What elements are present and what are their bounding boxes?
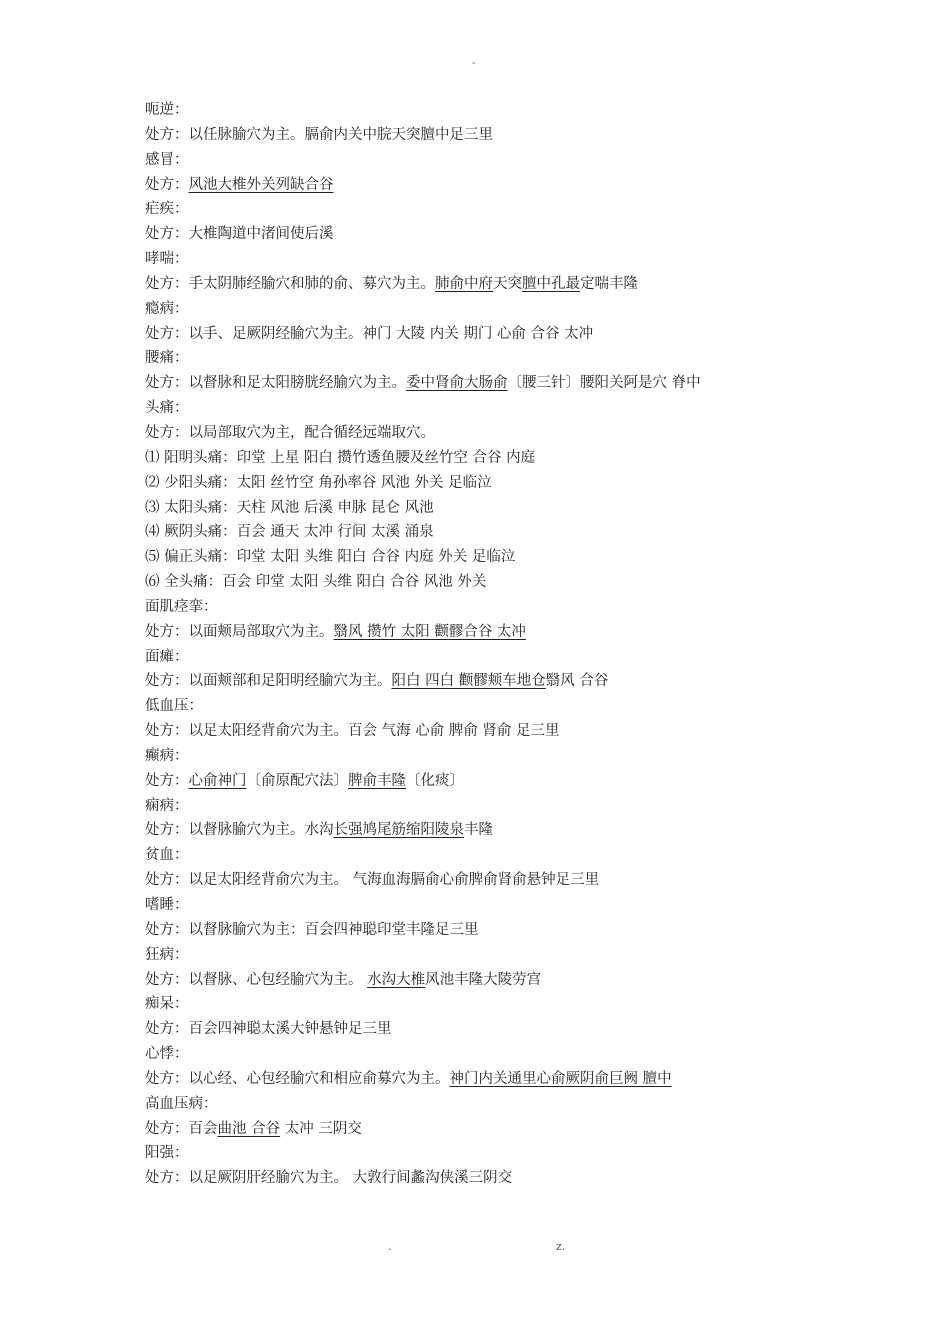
underlined-segment: 风池大椎外关列缺合谷	[188, 176, 334, 193]
text-segment: 〔化痰〕	[406, 772, 464, 789]
text-segment: 处方：以督脉腧穴为主：百会四神聪印堂丰隆足三里	[145, 921, 479, 938]
text-line	[145, 496, 845, 521]
text-line	[145, 818, 845, 843]
text-segment: 呃逆：	[145, 102, 189, 118]
text-segment: 丰隆	[464, 822, 493, 839]
text-line	[145, 322, 845, 347]
text-line	[145, 1017, 845, 1042]
text-segment: ⑶ 太阳头痛：天柱 风池 后溪 申脉 昆仑 风池	[145, 499, 434, 516]
text-line	[145, 843, 845, 868]
text-segment: 处方：以任脉腧穴为主。膈俞内关中脘天突膻中足三里	[145, 126, 493, 143]
footer-left-mark: .	[388, 1240, 392, 1253]
text-line	[145, 1166, 845, 1191]
text-segment: 面瘫：	[145, 648, 189, 665]
text-segment: 阳强：	[145, 1145, 189, 1162]
text-segment: 处方：以手、足厥阴经腧穴为主。神门 大陵 内关 期门 心俞 合谷 太冲	[145, 325, 594, 342]
underlined-segment: 翳风 攒竹 太阳 颧髎合谷 太冲	[333, 623, 526, 640]
text-line	[145, 471, 845, 496]
text-line	[145, 744, 845, 769]
text-line	[145, 421, 845, 446]
text-segment: ⑷ 厥阴头痛：百会 通天 太冲 行间 太溪 涌泉	[145, 524, 434, 541]
text-segment: 处方：以面颊局部取穴为主。	[145, 623, 334, 640]
text-segment: 处方：以局部取穴为主，配合循经远端取穴。	[145, 424, 435, 441]
text-segment: 处方：以足厥阴肝经腧穴为主。 大敦行间蠡沟侠溪三阴交	[145, 1170, 513, 1187]
text-line	[145, 1117, 845, 1142]
text-line	[145, 645, 845, 670]
text-segment: 处方：百会四神聪太溪大钟悬钟足三里	[145, 1021, 392, 1038]
text-line	[145, 769, 845, 794]
text-line	[145, 446, 845, 471]
underlined-segment: 委中肾俞大肠俞	[406, 375, 508, 392]
text-line	[145, 123, 845, 148]
text-segment: 腰痛：	[145, 350, 189, 367]
text-line	[145, 173, 845, 198]
text-segment: 定喘丰隆	[580, 275, 638, 292]
text-segment: ⑵ 少阳头痛：太阳 丝竹空 角孙率谷 风池 外关 足临泣	[145, 474, 492, 491]
text-line	[145, 868, 845, 893]
underlined-segment: 神门内关通里心俞厥阴俞巨阙 膻中	[449, 1070, 672, 1087]
text-line	[145, 98, 845, 123]
text-segment: 处方：以足太阳经背俞穴为主。百会 气海 心俞 脾俞 肾俞 足三里	[145, 723, 560, 740]
text-segment: 狂病：	[145, 946, 189, 963]
text-line	[145, 222, 845, 247]
underlined-segment: 心俞神门	[188, 772, 247, 789]
text-line	[145, 570, 845, 595]
footer-right-mark: z.	[556, 1240, 566, 1253]
text-segment: 贫血：	[145, 847, 189, 864]
text-segment: 〔俞原配穴法〕	[246, 772, 348, 789]
underlined-segment: 膻中孔最	[522, 275, 580, 292]
text-segment: 哮喘：	[145, 251, 189, 268]
text-line	[145, 371, 845, 396]
text-line	[145, 992, 845, 1017]
text-segment: 处方：以督脉、心包经腧穴为主。	[145, 971, 368, 988]
text-segment: 低血压：	[145, 698, 203, 715]
underlined-segment: 长强鸠尾筋缩阳陵泉	[333, 822, 464, 839]
text-segment: 翳风 合谷	[545, 673, 609, 690]
text-line	[145, 346, 845, 371]
text-segment: 面肌痉挛：	[145, 598, 218, 615]
underlined-segment: 水沟大椎	[367, 971, 426, 988]
text-segment: 处方：	[145, 176, 189, 193]
text-segment: 头痛：	[145, 400, 189, 417]
text-line	[145, 272, 845, 297]
text-segment: ⑴ 阳明头痛：印堂 上星 阳白 攒竹透鱼腰及丝竹空 合谷 内庭	[145, 449, 536, 466]
text-line	[145, 968, 845, 993]
text-segment: 处方：手太阴肺经腧穴和肺的俞、募穴为主。	[145, 275, 435, 292]
text-line	[145, 297, 845, 322]
text-line	[145, 396, 845, 421]
text-line	[145, 918, 845, 943]
text-line	[145, 520, 845, 545]
text-line	[145, 943, 845, 968]
text-segment: 处方：以足太阳经背俞穴为主。 气海血海膈俞心俞脾俞肾俞悬钟足三里	[145, 872, 600, 889]
text-line	[145, 1092, 845, 1117]
text-segment: ⑹ 全头痛：百会 印堂 太阳 头维 阳白 合谷 风池 外关	[145, 574, 487, 591]
underlined-segment: 曲池 合谷	[217, 1120, 281, 1137]
text-segment: ⑸ 偏正头痛：印堂 太阳 头维 阳白 合谷 内庭 外关 足临泣	[145, 549, 516, 566]
text-line	[145, 794, 845, 819]
text-line	[145, 148, 845, 173]
text-segment: 处方：以面颊部和足阳明经腧穴为主。	[145, 673, 392, 690]
text-segment: 〔腰三针〕腰阳关阿是穴 脊中	[507, 375, 701, 392]
text-segment: 天突	[493, 275, 522, 292]
text-segment: 痴呆：	[145, 996, 189, 1013]
text-line	[145, 1141, 845, 1166]
text-line	[145, 247, 845, 272]
text-line	[145, 1042, 845, 1067]
text-segment: 痫病：	[145, 797, 189, 814]
text-segment: 疟疾：	[145, 201, 189, 218]
text-segment: 癫病：	[145, 747, 189, 764]
text-segment: 瘾病：	[145, 300, 189, 317]
text-line	[145, 893, 845, 918]
text-line	[145, 694, 845, 719]
underlined-segment: 阳白 四白 颧髎颊车地仓	[391, 673, 546, 690]
underlined-segment: 肺俞中府	[435, 275, 493, 292]
text-line	[145, 595, 845, 620]
text-segment: 心悸：	[145, 1046, 189, 1063]
text-segment: 处方：	[145, 772, 189, 789]
text-segment: 嗜睡：	[145, 897, 189, 913]
text-line	[145, 1067, 845, 1092]
text-segment: 风池丰隆大陵劳宫	[425, 971, 542, 988]
text-line	[145, 197, 845, 222]
header-mark: -	[472, 56, 476, 69]
text-line	[145, 620, 845, 645]
text-segment: 太冲 三阴交	[280, 1120, 362, 1137]
text-segment: 处方：以督脉腧穴为主。水沟	[145, 822, 334, 839]
underlined-segment: 脾俞丰隆	[348, 772, 406, 789]
document-body	[145, 98, 845, 1191]
text-segment: 处方：大椎陶道中渚间使后溪	[145, 226, 334, 243]
text-line	[145, 719, 845, 744]
text-line	[145, 669, 845, 694]
text-segment: 处方：以心经、心包经腧穴和相应俞募穴为主。	[145, 1070, 450, 1087]
text-line	[145, 545, 845, 570]
text-segment: 处方：以督脉和足太阳膀胱经腧穴为主。	[145, 375, 406, 392]
text-segment: 感冒：	[145, 151, 189, 168]
text-segment: 处方：百会	[145, 1120, 218, 1137]
text-segment: 高血压病：	[145, 1095, 218, 1112]
